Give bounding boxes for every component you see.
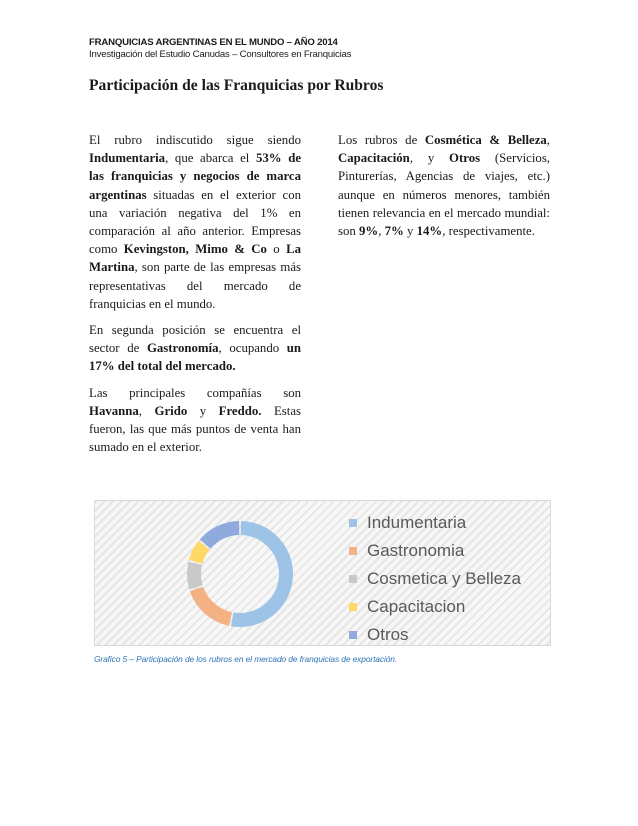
legend-label: Capacitacion	[367, 597, 466, 616]
section-title: Participación de las Franquicias por Rubros	[89, 77, 384, 94]
paragraph-indumentaria: El rubro indiscutido sigue siendo Indumentaria, que abarca el 53% de las franquicias y negocios de marca argentinas situadas en el exterior con una variación negativa del 1% en comparación al año anterior. Empresas como Kevingston, Mimo & Co o La Martina, son parte de las empresas más representativas del mercado de franquicias en el mundo.	[89, 133, 302, 311]
donut-chart	[94, 500, 551, 646]
legend-item	[349, 593, 521, 621]
donut-slice-gastronomia	[190, 587, 232, 626]
header-title: FRANQUICIAS ARGENTINAS EN EL MUNDO – AÑO 2014	[89, 37, 338, 48]
donut-svg	[185, 519, 295, 629]
document-header	[89, 37, 351, 61]
legend-item	[349, 509, 521, 537]
left-column	[89, 131, 301, 464]
right-column	[338, 131, 550, 248]
legend-item	[349, 537, 521, 565]
header-subtitle: Investigación del Estudio Canudas – Consultores en Franquicias	[89, 49, 352, 60]
donut-slice-cosmetica-y-belleza	[187, 562, 203, 590]
chart-legend	[349, 509, 521, 649]
legend-swatch	[349, 547, 357, 555]
donut-slice-indumentaria	[231, 521, 293, 627]
legend-swatch	[349, 519, 357, 527]
legend-label: Cosmetica y Belleza	[367, 569, 522, 588]
legend-label: Gastronomia	[367, 541, 465, 560]
legend-item	[349, 565, 521, 593]
legend-swatch	[349, 603, 357, 611]
legend-swatch	[349, 631, 357, 639]
figure-caption: Grafico 5 – Participación de los rubros en el mercado de franquicias de exportación.	[94, 654, 398, 664]
paragraph-gastronomia: En segunda posición se encuentra el sector de Gastronomía, ocupando un 17% del total del mercado.	[89, 323, 301, 374]
donut-slice-otros	[200, 521, 240, 549]
legend-label: Indumentaria	[367, 513, 467, 532]
paragraph-otros-rubros: Los rubros de Cosmética & Belleza, Capacitación, y Otros (Servicios, Pinturerías, Agencias de viajes, etc.) aunque en números menores, también tienen relevancia en el mercado mundial: son 9%, 7% y 14%, respectivamente.	[338, 133, 550, 239]
paragraph-companias: Las principales compañías son Havanna, Grido y Freddo. Estas fueron, las que más puntos de venta han sumado en el exterior.	[89, 385, 301, 455]
legend-label: Otros	[367, 625, 409, 644]
legend-swatch	[349, 575, 357, 583]
legend-item	[349, 621, 521, 649]
